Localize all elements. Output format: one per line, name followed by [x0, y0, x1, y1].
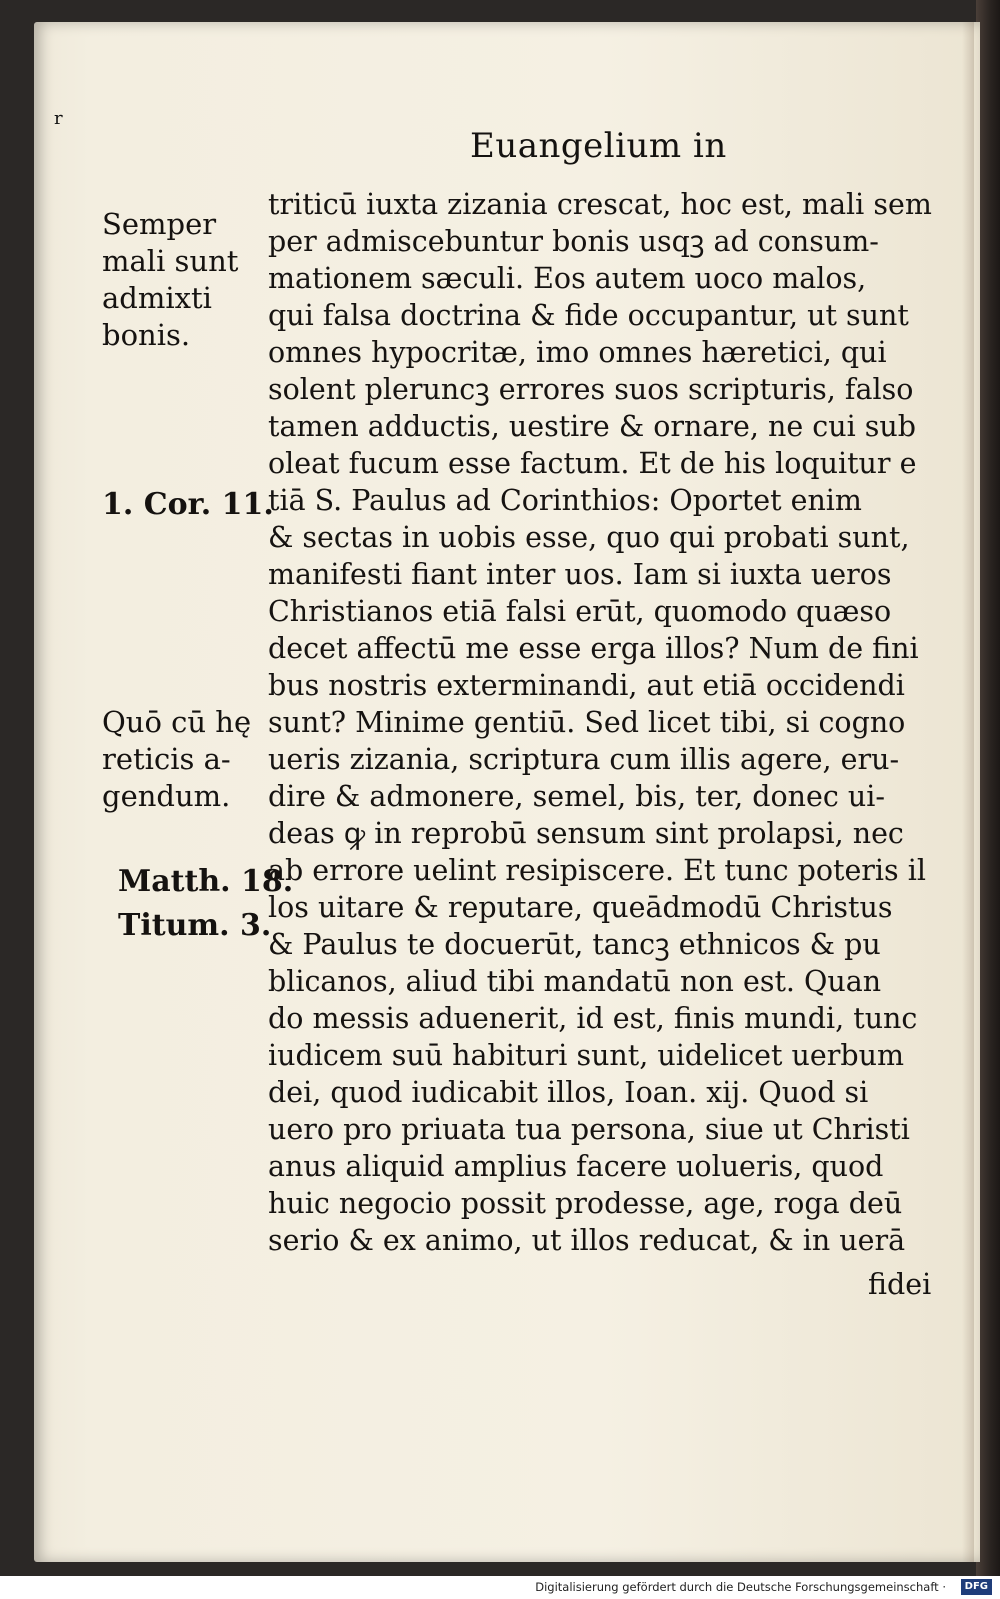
- text-line: sunt? Minime gentiū. Sed licet tibi, si cogno: [268, 706, 906, 739]
- text-line: & sectas in uobis esse, quo qui probati sunt,: [268, 521, 910, 554]
- footer-credit: Digitalisierung gefördert durch die Deutsche Forschungsgemeinschaft ·: [535, 1580, 946, 1594]
- digitization-footer: [0, 1576, 1000, 1599]
- text-line: deas ꝙ in reprobū sensum sint prolapsi, nec: [268, 817, 904, 850]
- text-line: per admiscebuntur bonis usqꝫ ad consum-: [268, 225, 879, 258]
- text-line: mationem sæculi. Eos autem uoco malos,: [268, 262, 867, 295]
- margin-note-haereticis: [102, 704, 251, 815]
- body-text: [268, 186, 948, 1259]
- text-line: & Paulus te docuerūt, tancꝫ ethnicos & pu: [268, 928, 881, 961]
- text-line: ueris zizania, scriptura cum illis agere, eru-: [268, 743, 900, 776]
- catchword: fidei: [868, 1268, 932, 1301]
- text-line: dire & admonere, semel, bis, ter, donec ui-: [268, 780, 885, 813]
- text-line: do messis aduenerit, id est, finis mundi, tunc: [268, 1002, 918, 1035]
- text-line: qui falsa doctrina & fide occupantur, ut sunt: [268, 299, 909, 332]
- text-line: huic negocio possit prodesse, age, roga deū: [268, 1187, 903, 1220]
- text-line: iudicem suū habituri sunt, uidelicet uerbum: [268, 1039, 904, 1072]
- margin-note-text: 1. Cor. 11.: [102, 487, 274, 522]
- text-line: Christianos etiā falsi erūt, quomodo quæso: [268, 595, 892, 628]
- text-line: tamen adductis, uestire & ornare, ne cui sub: [268, 410, 916, 443]
- margin-note-text: Semper mali sunt admixti bonis.: [102, 207, 239, 352]
- text-line: omnes hypocritæ, imo omnes hæretici, qui: [268, 336, 887, 369]
- margin-note-text: Matth. 18. Titum. 3.: [118, 864, 294, 943]
- text-line: triticū iuxta zizania crescat, hoc est, mali sem: [268, 188, 932, 221]
- text-line: ab errore uelint resipiscere. Et tunc poteris il: [268, 854, 926, 887]
- text-line: solent pleruncꝫ errores suos scripturis, falso: [268, 373, 914, 406]
- text-line: manifesti fiant inter uos. Iam si iuxta ueros: [268, 558, 892, 591]
- text-line: oleat fucum esse factum. Et de his loquitur e: [268, 447, 917, 480]
- dfg-logo: DFG: [961, 1579, 992, 1595]
- margin-note-text: Quō cū hę reticis a- gendum.: [102, 705, 252, 813]
- text-line: tiā S. Paulus ad Corinthios: Oportet enim: [268, 484, 862, 517]
- text-line: blicanos, aliud tibi mandatū non est. Quan: [268, 965, 882, 998]
- corner-mark: r: [54, 108, 63, 129]
- running-head: Euangelium in: [470, 126, 727, 166]
- margin-note-matthew-titus: [118, 860, 293, 948]
- text-line: decet affectū me esse erga illos? Num de fini: [268, 632, 919, 665]
- text-line: los uitare & reputare, queādmodū Christus: [268, 891, 893, 924]
- text-line: bus nostris exterminandi, aut etiā occidendi: [268, 669, 905, 702]
- margin-note-corinthians: [102, 486, 274, 523]
- text-line: serio & ex animo, ut illos reducat, & in uerā: [268, 1224, 906, 1257]
- text-line: dei, quod iudicabit illos, Ioan. xij. Quod si: [268, 1076, 869, 1109]
- text-line: uero pro priuata tua persona, siue ut Christi: [268, 1113, 910, 1146]
- page-edge-shadow: [962, 22, 974, 1562]
- text-line: anus aliquid amplius facere uolueris, quod: [268, 1150, 884, 1183]
- margin-note-semper: [102, 206, 238, 354]
